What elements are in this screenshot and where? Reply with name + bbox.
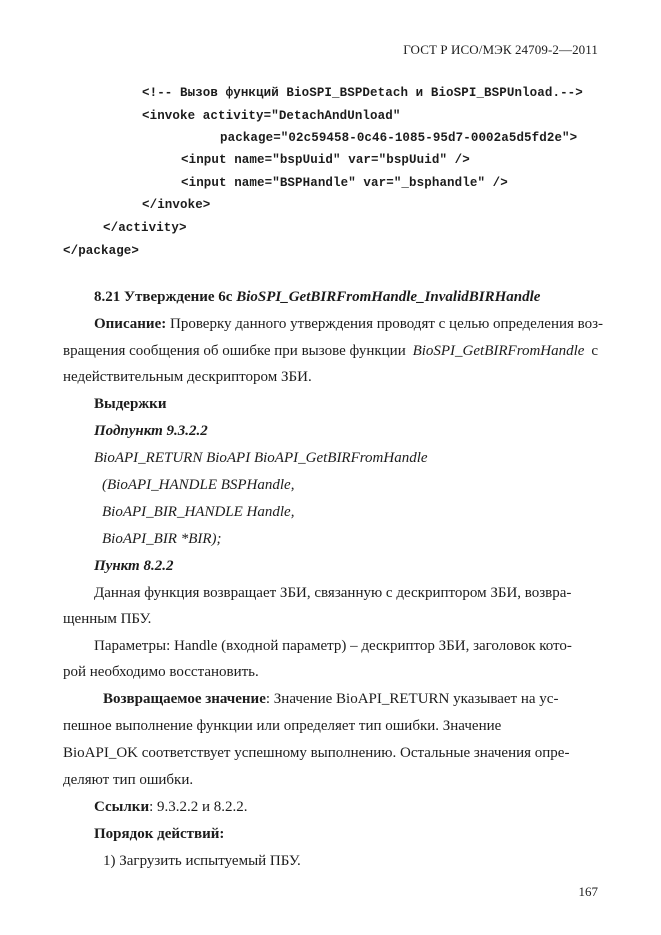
section-heading <box>94 287 540 307</box>
procedure-step-1: 1) Загрузить испытуемый ПБУ. <box>103 853 301 869</box>
return-line-1: Возвращаемое значение: Значение BioAPI_RETURN указывает на ус- <box>103 691 559 707</box>
return-label: Возвращаемое значение <box>103 691 266 707</box>
references-line: Ссылки: 9.3.2.2 и 8.2.2. <box>94 799 248 815</box>
return-line-3: BioAPI_OK соответствует успешному выполнению. Остальные значения опре- <box>63 745 570 761</box>
signature-line-1: BioAPI_RETURN BioAPI BioAPI_GetBIRFromHandle <box>94 450 428 466</box>
signature-line-4: BioAPI_BIR *BIR); <box>102 531 222 547</box>
subclause-heading: Подпункт 9.3.2.2 <box>94 423 208 439</box>
code-line-input-bspuuid: <input name="bspUuid" var="bspUuid" /> <box>181 153 470 167</box>
description-label: Описание: <box>94 316 167 332</box>
description-line-3: недействительным дескриптором ЗБИ. <box>63 369 312 385</box>
code-line-input-bsphandle: <input name="BSPHandle" var="_bsphandle" /> <box>181 176 508 190</box>
page-number: 167 <box>578 884 598 899</box>
description-line-1: Описание: Проверку данного утверждения проводят с целью определения воз- <box>94 316 604 332</box>
document-header: ГОСТ Р ИСО/МЭК 24709-2—2011 <box>403 42 598 57</box>
return-line-2: пешное выполнение функции или определяет тип ошибки. Значение <box>63 718 502 734</box>
signature-line-2: (BioAPI_HANDLE BSPHandle, <box>102 477 295 493</box>
signature-line-3: BioAPI_BIR_HANDLE Handle, <box>102 504 295 520</box>
section-title-function: BioSPI_GetBIRFromHandle_InvalidBIRHandle <box>236 289 541 305</box>
clause-text-line-2: щенным ПБУ. <box>63 611 152 627</box>
description-line-2: вращения сообщения об ошибке при вызове функции BioSPI_GetBIRFromHandle с <box>63 343 598 359</box>
procedure-heading: Порядок действий: <box>94 826 225 842</box>
return-line-4: деляют тип ошибки. <box>63 772 194 788</box>
code-line-activity-close: </activity> <box>103 221 187 235</box>
code-line-package-attr: package="02c59458-0c46-1085-95d7-0002a5d5fd2e"> <box>220 131 578 145</box>
params-line-2: рой необходимо восстановить. <box>63 664 259 680</box>
code-line-invoke-close: </invoke> <box>142 198 211 212</box>
code-line-package-close: </package> <box>63 244 140 258</box>
code-line-comment: <!-- Вызов функций BioSPI_BSPDetach и BioSPI_BSPUnload.--> <box>142 86 583 100</box>
section-title-prefix: Утверждение 6с <box>124 289 233 305</box>
extracts-heading: Выдержки <box>94 396 167 412</box>
clause-heading: Пункт 8.2.2 <box>94 558 174 574</box>
params-line-1: Параметры: Handle (входной параметр) – дескриптор ЗБИ, заголовок кото- <box>94 638 572 654</box>
code-line-invoke: <invoke activity="DetachAndUnload" <box>142 109 401 123</box>
function-reference: BioSPI_GetBIRFromHandle <box>412 343 585 359</box>
section-number: 8.21 <box>94 289 121 305</box>
clause-text-line-1: Данная функция возвращает ЗБИ, связанную с дескриптором ЗБИ, возвра- <box>94 585 572 601</box>
references-label: Ссылки <box>94 799 150 815</box>
